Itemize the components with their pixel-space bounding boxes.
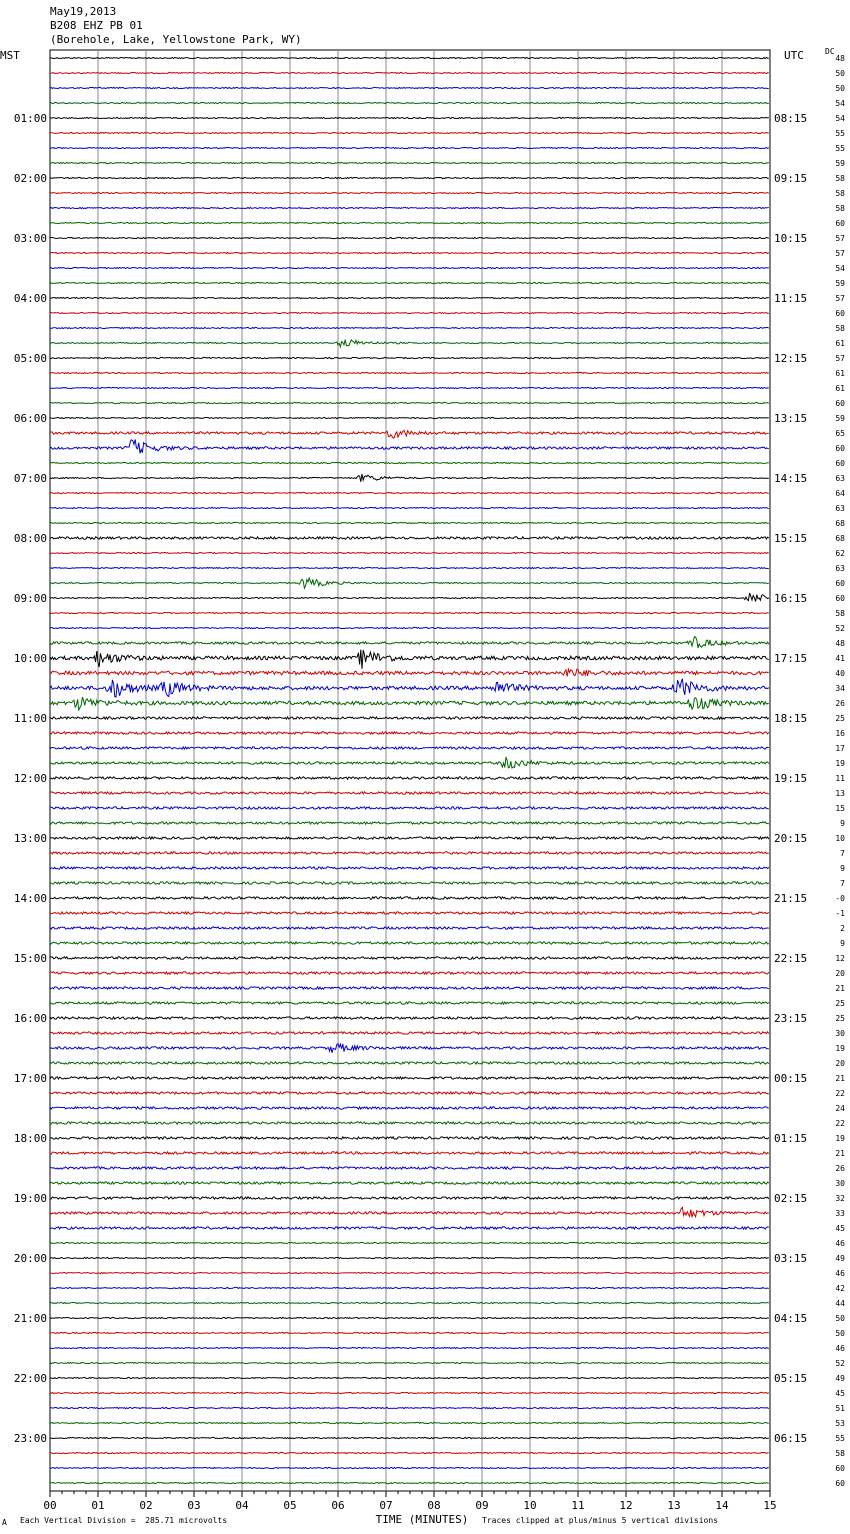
dc-offset-label: 57: [835, 234, 845, 243]
dc-offset-label: 57: [835, 294, 845, 303]
right-timezone-label: UTC: [784, 49, 804, 62]
left-timezone-label: MST: [0, 49, 20, 62]
seismic-trace: [50, 669, 769, 676]
x-tick-label: 12: [619, 1499, 633, 1512]
right-hour-label: 12:15: [774, 352, 808, 365]
dc-offset-label: 60: [835, 579, 845, 588]
seismic-trace: [50, 402, 769, 403]
dc-offset-label: -1: [835, 909, 845, 918]
right-hour-label: 13:15: [774, 412, 808, 425]
seismic-trace: [50, 679, 769, 697]
seismic-trace: [50, 192, 769, 193]
dc-offset-label: 42: [835, 1284, 845, 1293]
left-hour-label: 23:00: [13, 1432, 47, 1445]
seismic-trace: [50, 1347, 769, 1348]
seismic-trace: [50, 957, 769, 959]
right-hour-label: 11:15: [774, 292, 808, 305]
seismic-trace: [50, 567, 769, 568]
right-hour-label: 23:15: [774, 1012, 808, 1025]
seismic-trace: [50, 1257, 769, 1258]
x-tick-label: 10: [523, 1499, 537, 1512]
dc-offset-label: 63: [835, 564, 845, 573]
dc-offset-label: 60: [835, 219, 845, 228]
seismic-trace: [50, 927, 769, 929]
x-tick-label: 14: [715, 1499, 729, 1512]
seismic-trace: [50, 72, 769, 73]
seismic-trace: [50, 1182, 769, 1184]
x-tick-label: 01: [91, 1499, 105, 1512]
dc-offset-label: 9: [840, 939, 845, 948]
dc-offset-label: 55: [835, 129, 845, 138]
right-hour-label: 02:15: [774, 1192, 808, 1205]
seismic-trace: [50, 1437, 769, 1438]
seismic-trace: [50, 1242, 769, 1243]
dc-offset-label: 63: [835, 504, 845, 513]
seismic-trace: [50, 1092, 769, 1094]
dc-offset-label: 59: [835, 279, 845, 288]
dc-offset-label: 19: [835, 759, 845, 768]
right-hour-label: 00:15: [774, 1072, 808, 1085]
dc-offset-label: 54: [835, 99, 845, 108]
dc-offset-label: 52: [835, 1359, 845, 1368]
dc-offset-label: 46: [835, 1344, 845, 1353]
dc-offset-label: 58: [835, 1449, 845, 1458]
seismic-trace: [50, 1422, 769, 1423]
right-hour-label: 06:15: [774, 1432, 808, 1445]
dc-offset-label: 44: [835, 1299, 845, 1308]
seismic-trace: [50, 882, 769, 884]
seismic-trace: [50, 492, 769, 493]
seismic-trace: [50, 237, 769, 238]
left-hour-label: 16:00: [13, 1012, 47, 1025]
right-hour-label: 19:15: [774, 772, 808, 785]
left-hour-label: 07:00: [13, 472, 47, 485]
seismic-trace: [50, 593, 769, 601]
dc-offset-label: 50: [835, 69, 845, 78]
seismic-trace: [50, 147, 769, 148]
seismic-trace: [50, 1287, 769, 1288]
header-location: (Borehole, Lake, Yellowstone Park, WY): [50, 33, 302, 46]
seismic-trace: [50, 1452, 769, 1453]
dc-offset-label: 21: [835, 1149, 845, 1158]
x-tick-label: 06: [331, 1499, 345, 1512]
dc-offset-label: 48: [835, 54, 845, 63]
seismic-trace: [50, 357, 769, 358]
right-hour-label: 08:15: [774, 112, 808, 125]
dc-offset-label: 58: [835, 189, 845, 198]
seismic-trace: [50, 612, 769, 613]
seismic-trace: [50, 757, 769, 768]
dc-offset-label: 13: [835, 789, 845, 798]
dc-offset-label: 22: [835, 1089, 845, 1098]
left-hour-label: 06:00: [13, 412, 47, 425]
dc-offset-label: 68: [835, 534, 845, 543]
x-tick-label: 13: [667, 1499, 681, 1512]
right-hour-label: 22:15: [774, 952, 808, 965]
dc-offset-label: 11: [835, 774, 845, 783]
seismic-trace: [50, 1207, 769, 1217]
left-hour-label: 20:00: [13, 1252, 47, 1265]
left-hour-label: 11:00: [13, 712, 47, 725]
dc-offset-label: 62: [835, 549, 845, 558]
seismic-trace: [50, 1317, 769, 1318]
dc-offset-label: 58: [835, 204, 845, 213]
dc-offset-label: -0: [835, 894, 845, 903]
right-hour-label: 16:15: [774, 592, 808, 605]
seismic-trace: [50, 440, 769, 454]
seismic-trace: [50, 57, 769, 58]
seismic-trace: [50, 987, 769, 989]
dc-offset-label: 21: [835, 1074, 845, 1083]
seismic-trace: [50, 267, 769, 268]
x-tick-label: 02: [139, 1499, 153, 1512]
header-station: B208 EHZ PB 01: [50, 19, 143, 32]
dc-offset-label: 9: [840, 864, 845, 873]
dc-offset-label: 55: [835, 144, 845, 153]
dc-offset-label: 9: [840, 819, 845, 828]
dc-offset-label: 46: [835, 1269, 845, 1278]
right-hour-label: 09:15: [774, 172, 808, 185]
dc-offset-label: 19: [835, 1044, 845, 1053]
right-hour-label: 01:15: [774, 1132, 808, 1145]
seismic-trace: [50, 282, 769, 283]
dc-offset-label: 25: [835, 999, 845, 1008]
seismic-trace: [50, 431, 769, 439]
dc-offset-label: 60: [835, 444, 845, 453]
dc-offset-label: 26: [835, 699, 845, 708]
right-hour-label: 17:15: [774, 652, 808, 665]
seismic-trace: [50, 1107, 769, 1109]
dc-offset-label: 49: [835, 1374, 845, 1383]
dc-label: DC: [825, 47, 835, 56]
seismic-trace: [50, 972, 769, 974]
seismic-trace: [50, 177, 769, 178]
left-hour-label: 21:00: [13, 1312, 47, 1325]
seismic-trace: [50, 1392, 769, 1393]
dc-offset-label: 12: [835, 954, 845, 963]
dc-offset-label: 59: [835, 159, 845, 168]
seismic-trace: [50, 837, 769, 839]
dc-offset-label: 21: [835, 984, 845, 993]
seismic-trace: [50, 1122, 769, 1124]
seismic-trace: [50, 1197, 769, 1199]
left-hour-label: 03:00: [13, 232, 47, 245]
seismic-trace: [50, 387, 769, 388]
seismic-trace: [50, 537, 769, 539]
seismic-trace: [50, 340, 769, 347]
dc-offset-label: 68: [835, 519, 845, 528]
left-hour-label: 01:00: [13, 112, 47, 125]
dc-offset-label: 60: [835, 1479, 845, 1488]
seismic-trace: [50, 1407, 769, 1408]
seismic-trace: [50, 117, 769, 118]
seismic-trace: [50, 792, 769, 794]
dc-offset-label: 20: [835, 1059, 845, 1068]
seismic-trace: [50, 747, 769, 749]
scale-mark: A: [2, 1518, 7, 1527]
seismic-trace: [50, 1377, 769, 1378]
seismic-trace: [50, 312, 769, 313]
seismic-trace: [50, 732, 769, 734]
dc-offset-label: 58: [835, 609, 845, 618]
dc-offset-label: 45: [835, 1389, 845, 1398]
seismic-trace: [50, 852, 769, 854]
left-hour-label: 14:00: [13, 892, 47, 905]
dc-offset-label: 65: [835, 429, 845, 438]
dc-offset-label: 41: [835, 654, 845, 663]
seismic-trace: [50, 807, 769, 809]
seismic-trace: [50, 162, 769, 163]
left-hour-label: 19:00: [13, 1192, 47, 1205]
seismic-trace: [50, 777, 769, 779]
dc-offset-label: 61: [835, 384, 845, 393]
dc-offset-label: 54: [835, 264, 845, 273]
dc-offset-label: 15: [835, 804, 845, 813]
dc-offset-label: 32: [835, 1194, 845, 1203]
dc-offset-label: 16: [835, 729, 845, 738]
left-hour-label: 10:00: [13, 652, 47, 665]
dc-offset-label: 40: [835, 669, 845, 678]
dc-offset-label: 10: [835, 834, 845, 843]
seismic-trace: [50, 717, 769, 719]
dc-offset-label: 33: [835, 1209, 845, 1218]
dc-offset-label: 24: [835, 1104, 845, 1113]
seismic-trace: [50, 222, 769, 223]
x-tick-label: 09: [475, 1499, 489, 1512]
scale-note: Each Vertical Division = 285.71 microvolts: [20, 1516, 228, 1525]
dc-offset-label: 19: [835, 1134, 845, 1143]
seismic-trace: [50, 462, 769, 463]
right-hour-label: 15:15: [774, 532, 808, 545]
left-hour-label: 13:00: [13, 832, 47, 845]
seismic-trace: [50, 1152, 769, 1154]
left-hour-label: 18:00: [13, 1132, 47, 1145]
seismic-trace: [50, 552, 769, 553]
seismic-trace: [50, 897, 769, 899]
seismic-trace: [50, 1032, 769, 1034]
seismic-trace: [50, 942, 769, 944]
seismic-trace: [50, 650, 769, 669]
seismic-trace: [50, 1227, 769, 1229]
seismic-trace: [50, 1002, 769, 1004]
right-hour-label: 20:15: [774, 832, 808, 845]
x-tick-label: 04: [235, 1499, 249, 1512]
dc-offset-label: 50: [835, 84, 845, 93]
dc-offset-label: 22: [835, 1119, 845, 1128]
dc-offset-label: 60: [835, 459, 845, 468]
dc-offset-label: 45: [835, 1224, 845, 1233]
dc-offset-label: 63: [835, 474, 845, 483]
seismic-trace: [50, 637, 769, 648]
dc-offset-label: 48: [835, 639, 845, 648]
dc-offset-label: 61: [835, 369, 845, 378]
dc-offset-label: 57: [835, 354, 845, 363]
x-axis-title: TIME (MINUTES): [375, 1513, 469, 1526]
dc-offset-label: 58: [835, 324, 845, 333]
right-hour-label: 18:15: [774, 712, 808, 725]
dc-offset-label: 64: [835, 489, 845, 498]
plot-frame: [50, 50, 770, 1491]
seismic-trace: [50, 1302, 769, 1303]
left-hour-label: 04:00: [13, 292, 47, 305]
dc-offset-label: 46: [835, 1239, 845, 1248]
seismic-trace: [50, 627, 769, 628]
seismic-trace: [50, 252, 769, 253]
dc-offset-label: 60: [835, 594, 845, 603]
dc-offset-label: 60: [835, 309, 845, 318]
dc-offset-label: 53: [835, 1419, 845, 1428]
header-date: May19,2013: [50, 5, 117, 18]
right-hour-label: 14:15: [774, 472, 808, 485]
dc-offset-label: 50: [835, 1329, 845, 1338]
x-tick-label: 03: [187, 1499, 201, 1512]
dc-offset-label: 54: [835, 114, 845, 123]
x-tick-label: 08: [427, 1499, 441, 1512]
dc-offset-label: 49: [835, 1254, 845, 1263]
left-hour-label: 17:00: [13, 1072, 47, 1085]
seismic-trace: [50, 1062, 769, 1064]
seismic-trace: [50, 912, 769, 914]
dc-offset-label: 30: [835, 1179, 845, 1188]
seismic-trace: [50, 1167, 769, 1169]
dc-offset-label: 60: [835, 1464, 845, 1473]
x-tick-label: 07: [379, 1499, 393, 1512]
x-tick-label: 05: [283, 1499, 297, 1512]
seismic-trace: [50, 327, 769, 328]
seismic-trace: [50, 697, 769, 710]
right-hour-label: 03:15: [774, 1252, 808, 1265]
dc-offset-label: 7: [840, 849, 845, 858]
x-tick-label: 15: [763, 1499, 777, 1512]
dc-offset-label: 30: [835, 1029, 845, 1038]
dc-offset-label: 2: [840, 924, 845, 933]
left-hour-label: 12:00: [13, 772, 47, 785]
seismic-trace: [50, 522, 769, 523]
dc-offset-label: 57: [835, 249, 845, 258]
seismic-trace: [50, 417, 769, 418]
seismic-trace: [50, 1467, 769, 1468]
right-hour-label: 10:15: [774, 232, 808, 245]
dc-offset-label: 51: [835, 1404, 845, 1413]
seismic-trace: [50, 132, 769, 133]
seismic-trace: [50, 1017, 769, 1019]
seismic-trace: [50, 1137, 769, 1139]
seismic-trace: [50, 578, 769, 588]
seismic-trace: [50, 507, 769, 508]
dc-offset-label: 60: [835, 399, 845, 408]
clip-note: Traces clipped at plus/minus 5 vertical divisions: [482, 1516, 719, 1525]
x-tick-label: 00: [43, 1499, 57, 1512]
dc-offset-label: 59: [835, 414, 845, 423]
seismic-trace: [50, 474, 769, 482]
dc-offset-label: 25: [835, 714, 845, 723]
seismic-trace: [50, 1482, 769, 1483]
dc-offset-label: 20: [835, 969, 845, 978]
dc-offset-label: 52: [835, 624, 845, 633]
dc-offset-label: 17: [835, 744, 845, 753]
dc-offset-label: 34: [835, 684, 845, 693]
left-hour-label: 08:00: [13, 532, 47, 545]
dc-offset-label: 25: [835, 1014, 845, 1023]
seismic-trace: [50, 867, 769, 869]
right-hour-label: 04:15: [774, 1312, 808, 1325]
dc-offset-label: 61: [835, 339, 845, 348]
left-hour-label: 09:00: [13, 592, 47, 605]
dc-offset-label: 58: [835, 174, 845, 183]
dc-offset-label: 26: [835, 1164, 845, 1173]
dc-offset-label: 55: [835, 1434, 845, 1443]
left-hour-label: 05:00: [13, 352, 47, 365]
dc-offset-label: 50: [835, 1314, 845, 1323]
left-hour-label: 15:00: [13, 952, 47, 965]
dc-offset-label: 7: [840, 879, 845, 888]
seismic-trace: [50, 1362, 769, 1363]
seismic-trace: [50, 102, 769, 103]
right-hour-label: 21:15: [774, 892, 808, 905]
seismic-trace: [50, 372, 769, 373]
left-hour-label: 02:00: [13, 172, 47, 185]
x-tick-label: 11: [571, 1499, 585, 1512]
seismic-trace: [50, 297, 769, 298]
seismic-trace: [50, 822, 769, 824]
seismic-trace: [50, 1332, 769, 1333]
left-hour-label: 22:00: [13, 1372, 47, 1385]
seismic-trace: [50, 1272, 769, 1273]
right-hour-label: 05:15: [774, 1372, 808, 1385]
seismic-trace: [50, 87, 769, 88]
seismic-trace: [50, 1044, 769, 1053]
seismic-trace: [50, 1077, 769, 1079]
seismic-trace: [50, 207, 769, 208]
